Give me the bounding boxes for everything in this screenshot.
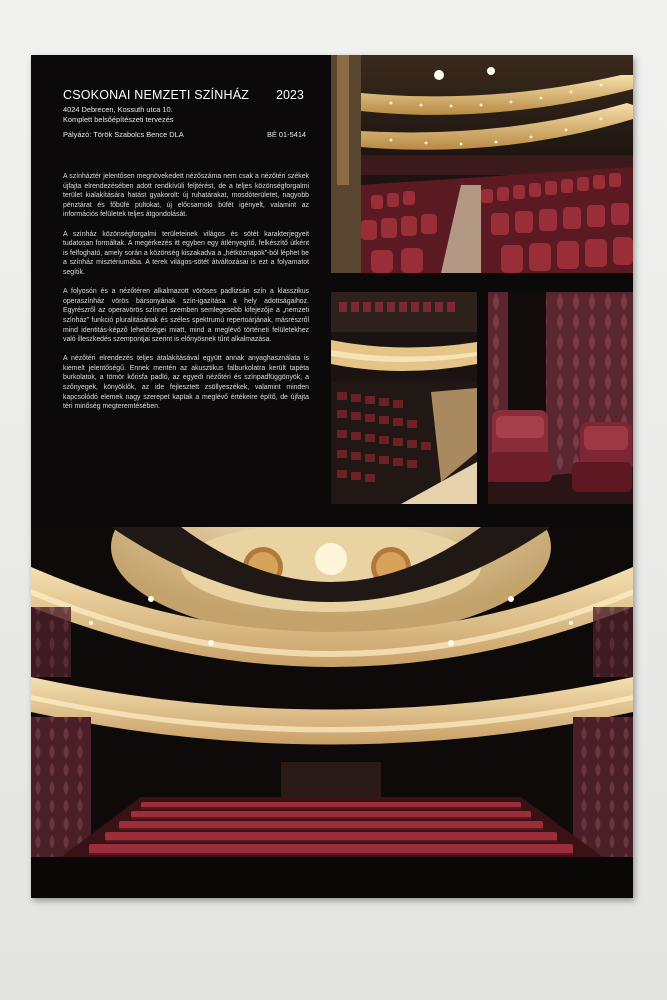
poster-subtitle: Komplett belsőépítészeti tervezés	[63, 115, 174, 124]
balcony-tiers-photo	[331, 292, 477, 504]
paragraph-3: A folyosón és a nézőtéren alkalmazott vöröses padlizsán szín a klasszikus operaszínház vörös bársonyának szín-igazítása a hely adottságaihoz. Egyrészről az operavörös színnel szemben semlegesebb kifejezője a „nemzeti színház” funkció pluralitásának és széles spektrumú repertoárjának, másrészről mind identitás-képző lehetőségei miatt, mind a meglévő történeti felületekhez való illeszkedés szempontjai szerint is előnyösnek tűnt alkalmazása.	[63, 288, 309, 344]
poster-body-text	[63, 172, 309, 421]
paragraph-2: A színház közönségforgalmi területeinek világos és sötét karakterjegyeit tudatosan formáltak. A megérkezés itt egyben egy átlényegítő, felkészítő útként is felfogható, amely során a közönség kiszakadva a „hétköznapok”-ból léphet be a színház misztériumába. A terek világos-sötét átváltozásai is ezt a folyamatot segítik.	[63, 230, 309, 276]
poster-title: CSOKONAI NEMZETI SZÍNHÁZ	[63, 88, 250, 102]
poster-code: BÉ 01-5414	[267, 130, 307, 139]
exhibition-poster	[31, 55, 633, 898]
poster-year: 2023	[276, 88, 304, 102]
poster-address: 4024 Debrecen, Kossuth utca 10.	[63, 105, 173, 114]
paragraph-4: A nézőtéri elrendezés teljes átalakításával együtt annak anyaghasználata is kiemelt jelentőségű. Ennek mentén az akusztikus falburkolatra került tapéta burkolatok, a tömör kőrisfa padló, az egyedi nézőtéri és színpadfüggönyök, a szőnyegek, könyöklők, az ide fejlesztett zsöllyeszékek, valamint minden kapcsolódó elemek nagy szerepet kaptak a meglévő értékeire építő, de újfajta téri minőség megteremtésében.	[63, 355, 309, 411]
velvet-armchairs-photo	[488, 292, 633, 504]
paragraph-1: A színháztér jelentősen megnövekedett nézőszáma nem csak a nézőtéri székek újfajta elrendezésében adott rendkívüli feljtérést, de a teljes közönségforgalmi terület kialakítására hatást gyakorolt: új ruhatárakat, mosdóterületet, nagyobb pénztárat és főbüfé pultokat, új előcsarnoki büfét igényelt, valamint az információs felületek teljes átgondolását.	[63, 173, 309, 219]
poster-applicant: Pályázó: Török Szabolcs Bence DLA	[63, 130, 184, 139]
theatre-hall-panorama-photo	[31, 527, 633, 898]
auditorium-seating-photo	[331, 55, 633, 273]
